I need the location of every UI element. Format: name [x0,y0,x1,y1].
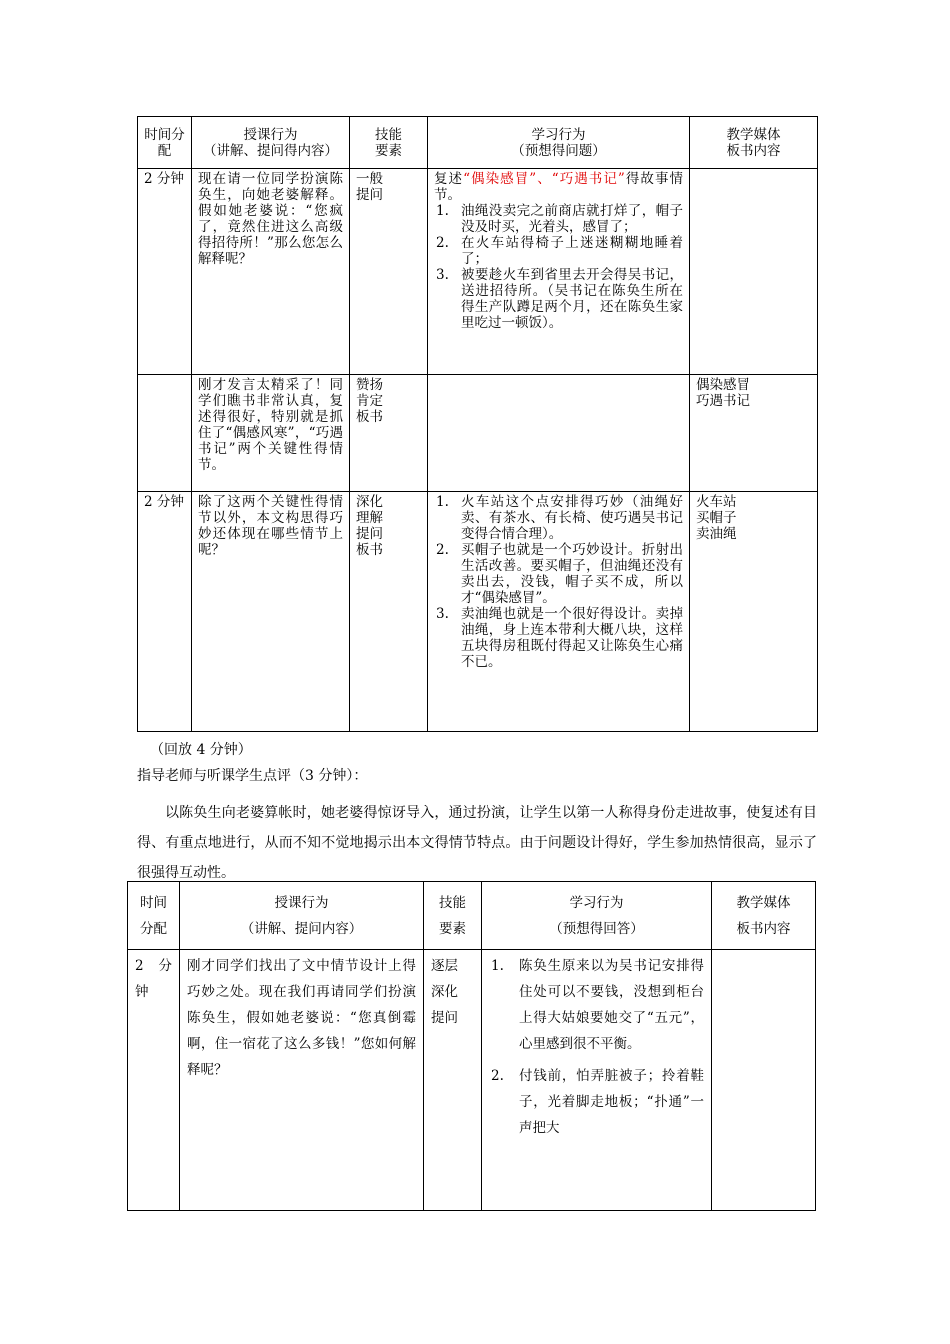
table2-header-learning: 学习行为 （预想得回答） [482,882,712,950]
table-row [128,950,816,1211]
row1-media [690,169,818,375]
table1-header-teaching: 授课行为 （讲解、提问得内容） [192,117,350,169]
t2-row1-learning-list [489,953,704,1141]
table1-header-row [138,117,818,169]
table2-header-skill: 技能 要素 [424,882,482,950]
table-row [138,375,818,492]
list-item: 1. 火车站这个点安排得巧妙（油绳好卖、有茶水、有长椅、使巧遇吴书记变得合情合理）。 [436,494,683,542]
table1-header-time: 时间分配 [138,117,192,169]
table1-header-media: 教学媒体 板书内容 [690,117,818,169]
table2-header-row [128,882,816,950]
list-item: 3. 被要趁火车到省里去开会得吴书记，送进招待所。（吴书记在陈奂生所在得生产队蹲足两个月，还在陈奂生家里吃过一顿饭）。 [436,267,683,331]
table-row [138,492,818,732]
list-item: 2. 付钱前，怕弄脏被子；拎着鞋子，光着脚走地板；“扑通”一声把大 [491,1068,704,1136]
table-row [138,169,818,375]
list-item: 1. 油绳没卖完之前商店就打烊了，帽子没及时买，光着头，感冒了； [436,203,683,235]
table2-header-media: 教学媒体 板书内容 [712,882,816,950]
row3-learning [428,492,690,732]
list-item: 1. 陈奂生原来以为吴书记安排得住处可以不要钱，没想到柜台上得大姑娘要她交了“五元”，心里感到很不平衡。 [491,958,704,1052]
row1-learning [428,169,690,375]
replay-note: （回放 4 分钟） [150,742,252,758]
row1-learning-list [434,203,683,331]
row3-learning-list [434,494,683,670]
lesson-table-2 [127,881,816,1211]
comment-heading: 指导老师与听课学生点评（3 分钟）： [137,768,368,784]
list-item: 2. 买帽子也就是一个巧妙设计。折射出生活改善。要买帽子，但油绳还没有卖出去，没钱，帽子买不成，所以才“偶染感冒”。 [436,542,683,606]
row1-skill: 一般 提问 [350,169,428,375]
table1-header-learning: 学习行为 （预想得问题） [428,117,690,169]
row3-teaching: 除了这两个关键性得情节以外，本文构思得巧妙还体现在哪些情节上呢？ [192,492,350,732]
t2-row1-time: 2 分钟 [128,950,180,1211]
t2-row1-media [712,950,816,1211]
lesson-table-1 [137,116,818,732]
row1-teaching: 现在请一位同学扮演陈奂生，向她老婆解释。假如她老婆说：“您疯了，竟然住进这么高级得招待所！”那么您怎么解释呢？ [192,169,350,375]
row3-time: 2 分钟 [138,492,192,732]
row1-time: 2 分钟 [138,169,192,375]
t2-row1-learning [482,950,712,1211]
table2-header-time: 时间 分配 [128,882,180,950]
row3-media: 火车站 买帽子 卖油绳 [690,492,818,732]
table1-header-skill: 技能 要素 [350,117,428,169]
row2-skill: 赞扬 肯定 板书 [350,375,428,492]
t2-row1-skill: 逐层 深化 提问 [424,950,482,1211]
row2-teaching: 刚才发言太精采了！同学们瞧书非常认真，复述得很好，特别就是抓住了“偶感风寒”，“巧遇书记”两个关键性得情节。 [192,375,350,492]
table2-header-teaching: 授课行为 （讲解、提问内容） [180,882,424,950]
list-item: 3. 卖油绳也就是一个很好得设计。卖掉油绳，身上连本带利大概八块，这样五块得房租既付得起又让陈奂生心痛不已。 [436,606,683,670]
row2-media: 偶染感冒 巧遇书记 [690,375,818,492]
row2-time [138,375,192,492]
row2-learning [428,375,690,492]
row3-skill: 深化 理解 提问 板书 [350,492,428,732]
row1-learning-intro: 复述“偶染感冒”、“巧遇书记”得故事情节。 [434,171,684,203]
comment-paragraph: 以陈奂生向老婆算帐时，她老婆得惊讶导入，通过扮演，让学生以第一人称得身份走进故事，使复述有目得、有重点地进行，从而不知不觉地揭示出本文得情节特点。由于问题设计得好，学生参加热情很高，显示了很强得互动性。 [137,805,817,881]
list-item: 2. 在火车站得椅子上迷迷糊糊地睡着了； [436,235,683,267]
t2-row1-teaching: 刚才同学们找出了文中情节设计上得巧妙之处。现在我们再请同学们扮演陈奂生，假如她老婆说：“您真倒霉啊，住一宿花了这么多钱！”您如何解释呢？ [180,950,424,1211]
